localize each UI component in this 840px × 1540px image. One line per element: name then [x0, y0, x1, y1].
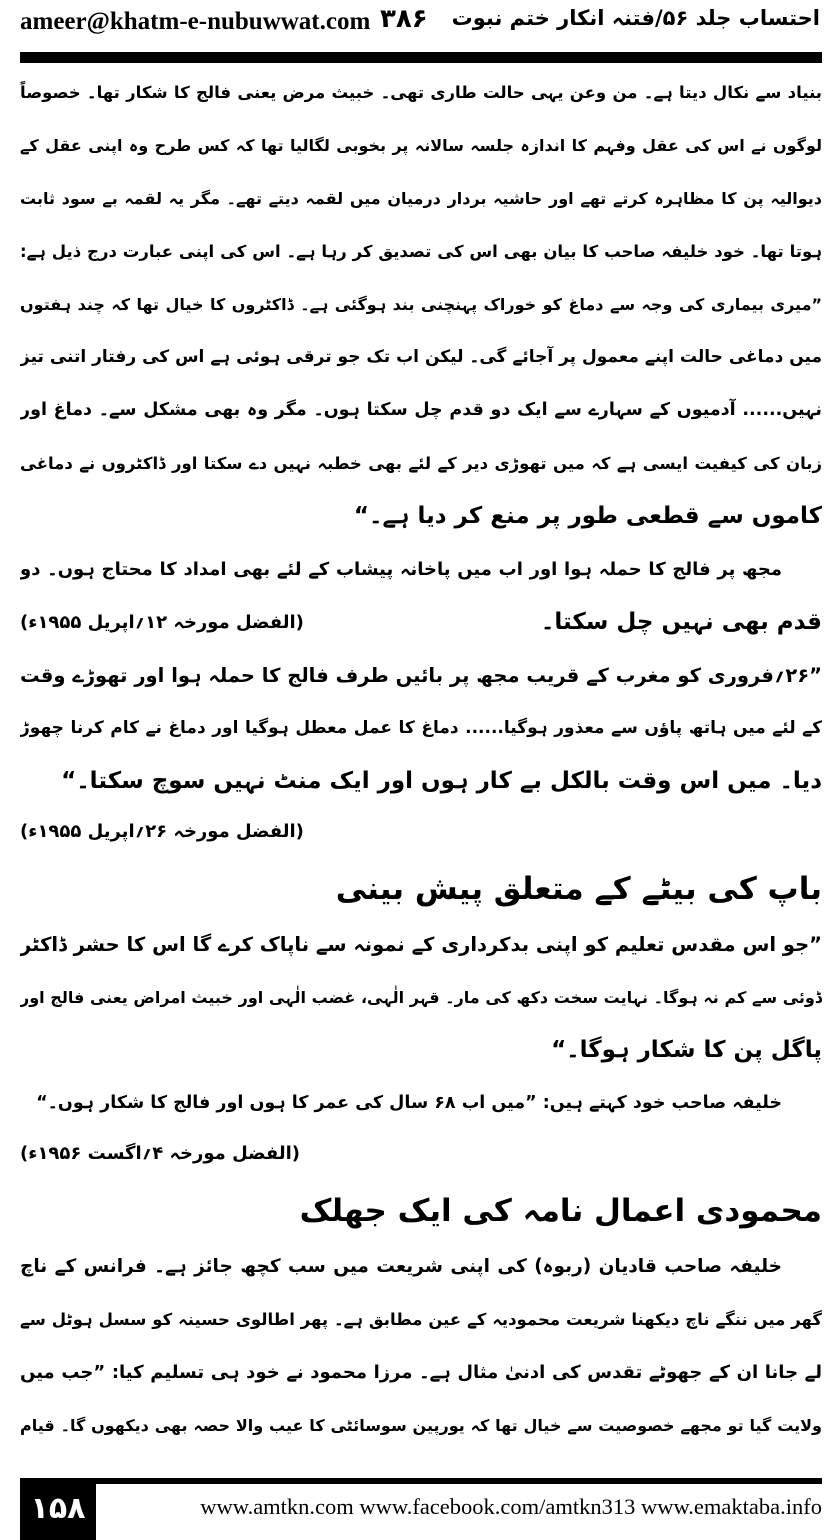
text-line: پاگل پن کا شکار ہوگا۔“ [551, 1037, 822, 1063]
text-line: ”جو اس مقدس تعلیم کو اپنی بدکرداری کے نمونہ سے ناپاک کرے گا اس کا حشر ڈاکٹر [20, 933, 822, 956]
footer-page-number: ۱۵۸ [20, 1478, 96, 1540]
text-line: ”۲۶؍فروری کو مغرب کے قریب مجھ پر بائیں طرف فالج کا حملہ ہوا اور تھوڑے وقت [20, 664, 822, 687]
text-line: ہوتا تھا۔ خود خلیفہ صاحب کا بیان بھی اس کی تصدیق کر رہا ہے۔ اس کی اپنی عبارت درج ذیل ہے: [20, 242, 822, 261]
text-line: ڈوئی سے کم نہ ہوگا۔ نہایت سخت دکھ کی مار۔ قہر الٰہی، غضب الٰہی اور خبیث امراض یعنی فالج اور [20, 988, 822, 1007]
text-line: گھر میں ننگے ناچ دیکھنا شریعت محمودیہ کے عین مطابق ہے۔ پھر اطالوی حسینہ کو سسل ہوٹل سے [20, 1310, 822, 1329]
text-line: خلیفہ صاحب قادیان (ربوہ) کی اپنی شریعت میں سب کچھ جائز ہے۔ فرانس کے ناچ [20, 1256, 782, 1277]
header-rule [20, 52, 822, 63]
text-line: ”میری بیماری کی وجہ سے دماغ کو خوراک پہنچنی بند ہوگئی ہے۔ ڈاکٹروں کا خیال تھا کہ چند ہفتوں [20, 295, 822, 314]
citation: (الفضل مورخہ ۲۶؍اپریل ۱۹۵۵ء) [20, 821, 304, 842]
text-line: میں دماغی حالت اپنے معمول پر آجائے گی۔ لیکن اب تک جو ترقی ہوئی ہے اس کی رفتار اتنی تیز [20, 347, 822, 367]
text-line: قدم بھی نہیں چل سکتا۔ [540, 609, 822, 635]
header-email: ameer@khatm-e-nubuwwat.com [20, 8, 371, 35]
text-line: مجھ پر فالج کا حملہ ہوا اور اب میں پاخانہ پیشاب کے لئے بھی امداد کا محتاج ہوں۔ دو [20, 559, 782, 580]
text-line: خلیفہ صاحب خود کہتے ہیں: ”میں اب ۶۸ سال کی عمر کا ہوں اور فالج کا شکار ہوں۔“ [36, 1093, 782, 1113]
section-heading: باپ کی بیٹے کے متعلق پیش بینی [335, 871, 822, 907]
text-line: دیوالیہ پن کا مظاہرہ کرتے تھے اور حاشیہ بردار درمیان میں لقمہ دیتے تھے۔ مگر یہ لقمہ بے سود ثابت [20, 189, 822, 208]
text-line-with-citation [20, 596, 822, 649]
page-header [20, 0, 822, 50]
text-line: نہیں...... آدمیوں کے سہارے سے ایک دو قدم چل سکتا ہوں۔ مگر وہ بھی مشکل سے۔ دماغ اور [20, 400, 822, 420]
text-line: کے لئے میں ہاتھ پاؤں سے معذور ہوگیا...... دماغ کا عمل معطل ہوگیا اور دماغ نے کام کرنا چھوڑ [20, 718, 822, 738]
page-body [20, 66, 822, 1452]
text-line: ولایت گیا تو مجھے خصوصیت سے خیال تھا کہ یورپین سوسائٹی کا عیب والا حصہ بھی دیکھوں گا۔ قیام [20, 1416, 822, 1435]
header-page-number: ۳۸۶ [380, 4, 428, 34]
footer-links: www.amtkn.com www.facebook.com/amtkn313 www.emaktaba.info [200, 1494, 822, 1519]
text-line: دیا۔ میں اس وقت بالکل بے کار ہوں اور ایک منٹ نہیں سوچ سکتا۔“ [61, 768, 822, 794]
text-line: لوگوں نے اس کی عقل وفہم کا اندازہ جلسہ سالانہ پر بخوبی لگالیا تھا کہ کس طرح وہ اپنی عقل کے [20, 136, 822, 155]
citation: (الفضل مورخہ ۴؍اگست ۱۹۵۶ء) [20, 1143, 300, 1164]
footer-rule [20, 1478, 822, 1484]
section-heading: محمودی اعمال نامہ کی ایک جھلک [299, 1193, 822, 1229]
text-line: بنیاد سے نکال دیتا ہے۔ من وعن یہی حالت طاری تھی۔ خبیث مرض یعنی فالج کا شکار تھا۔ خصوصاً [20, 83, 822, 102]
header-book-title: احتساب جلد ۵۶/فتنہ انکار ختم نبوت [451, 6, 820, 30]
citation-line [20, 808, 822, 856]
text-line: لے جانا ان کے جھوٹے تقدس کی ادنیٰ مثال ہے۔ مرزا محمود نے خود ہی تسلیم کیا: ”جب میں [20, 1362, 822, 1383]
text-line: زبان کی کیفیت ایسی ہے کہ میں تھوڑی دیر کے لئے بھی خطبہ نہیں دے سکتا اور ڈاکٹروں نے دماغی [20, 454, 822, 473]
text-line: کاموں سے قطعی طور پر منع کر دیا ہے۔“ [353, 503, 822, 529]
citation-line [20, 1130, 822, 1178]
citation: (الفضل مورخہ ۱۲؍اپریل ۱۹۵۵ء) [20, 612, 304, 633]
